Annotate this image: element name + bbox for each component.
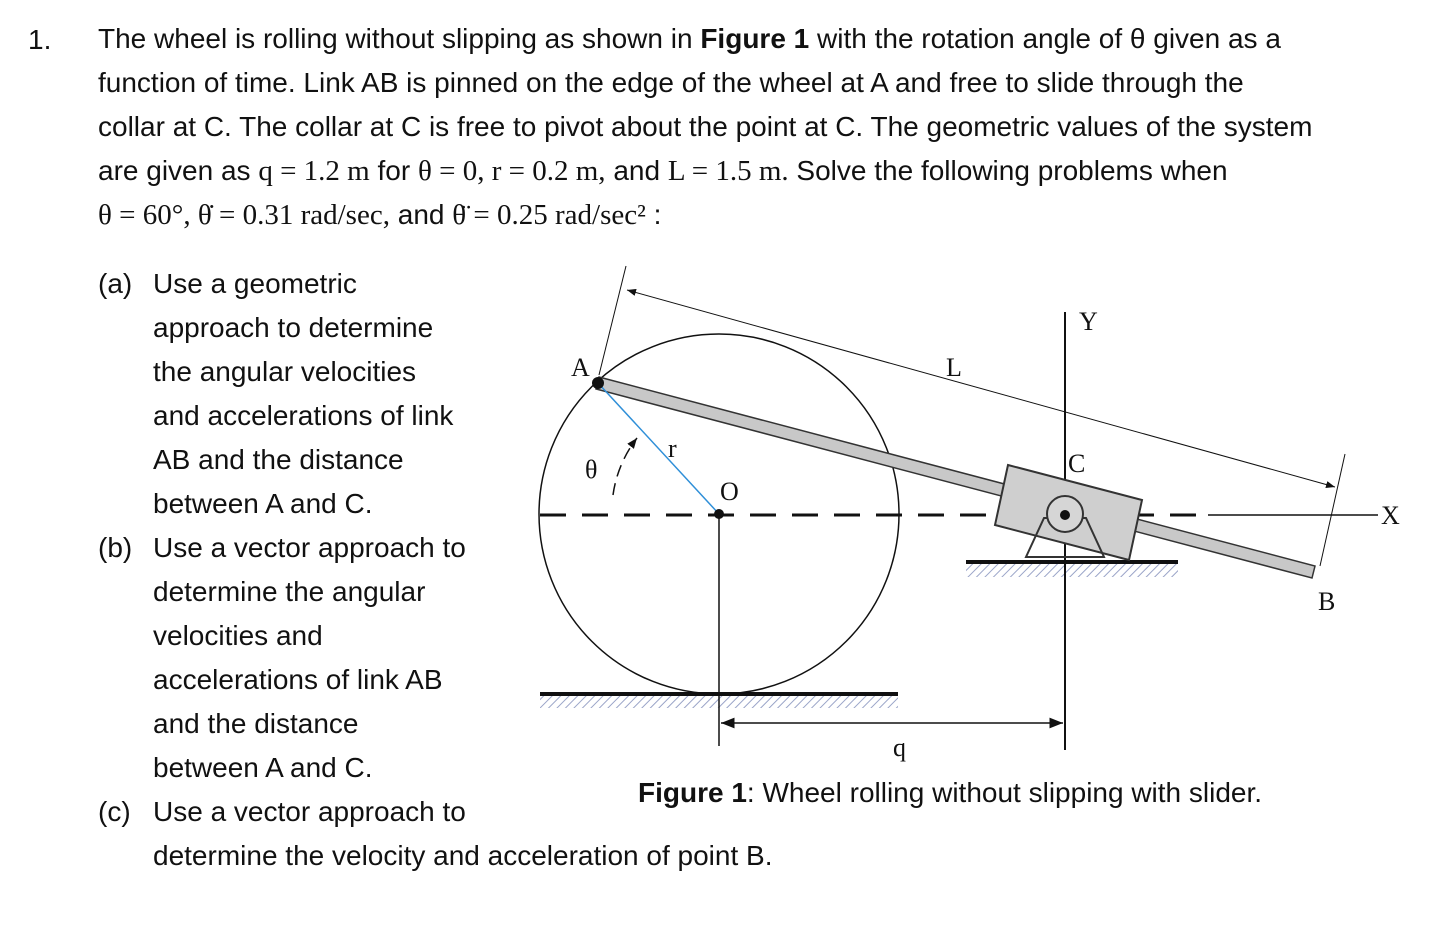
- label-r: r: [668, 434, 677, 463]
- part-b-line: accelerations of link AB: [153, 664, 443, 695]
- label-q: q: [893, 733, 906, 762]
- l-dimension-arrow: [627, 290, 1335, 487]
- part-b-label: (b): [98, 532, 133, 563]
- problem-number: 1.: [28, 24, 52, 55]
- l-extension-line-b: [1320, 454, 1345, 566]
- part-c-line: determine the velocity and acceleration of point B.: [153, 840, 773, 871]
- link-ab: [596, 377, 1315, 578]
- l-extension-line-a: [599, 266, 626, 375]
- statement-line-1: The wheel is rolling without slipping as shown in Figure 1 with the rotation angle of θ given as a: [98, 23, 1281, 54]
- part-a-line: and accelerations of link: [153, 400, 454, 431]
- part-a-label: (a): [98, 268, 133, 299]
- part-b-line: between A and C.: [153, 752, 373, 783]
- label-o: O: [720, 477, 739, 506]
- statement-line-5: θ = 60°, θ̇ = 0.31 rad/sec, and θ̈ = 0.25 rad/sec² :: [98, 199, 662, 231]
- label-theta: θ: [585, 455, 598, 484]
- part-a-line: the angular velocities: [153, 356, 417, 387]
- label-a: A: [571, 353, 590, 382]
- label-b: B: [1318, 587, 1336, 616]
- part-a-line: approach to determine: [153, 312, 434, 343]
- part-b-line: determine the angular: [153, 576, 426, 607]
- point-o: [714, 509, 724, 519]
- statement-line-2: function of time. Link AB is pinned on the edge of the wheel at A and free to slide through the: [98, 67, 1244, 98]
- part-b-line: Use a vector approach to: [153, 532, 466, 563]
- part-a-line: Use a geometric: [153, 268, 357, 299]
- part-a-line: AB and the distance: [153, 444, 404, 475]
- part-b-line: velocities and: [153, 620, 323, 651]
- figure-caption: Figure 1: Wheel rolling without slipping with slider.: [638, 777, 1263, 808]
- label-l: L: [946, 353, 962, 382]
- part-a-line: between A and C.: [153, 488, 373, 519]
- label-c: C: [1068, 449, 1086, 478]
- collar-ground-hatch: [966, 563, 1178, 577]
- statement-line-3: collar at C. The collar at C is free to pivot about the point at C. The geometric values of the system: [98, 111, 1313, 142]
- point-a: [592, 377, 604, 389]
- label-x: X: [1381, 501, 1400, 530]
- part-c-line: Use a vector approach to: [153, 796, 466, 827]
- pivot-point-c: [1060, 510, 1070, 520]
- part-b-line: and the distance: [153, 708, 359, 739]
- statement-line-4: are given as q = 1.2 m for θ = 0, r = 0.2 m, and L = 1.5 m. Solve the following problems when: [98, 155, 1228, 187]
- part-c-label: (c): [98, 796, 131, 827]
- label-y: Y: [1079, 307, 1098, 336]
- theta-arc: [613, 438, 637, 495]
